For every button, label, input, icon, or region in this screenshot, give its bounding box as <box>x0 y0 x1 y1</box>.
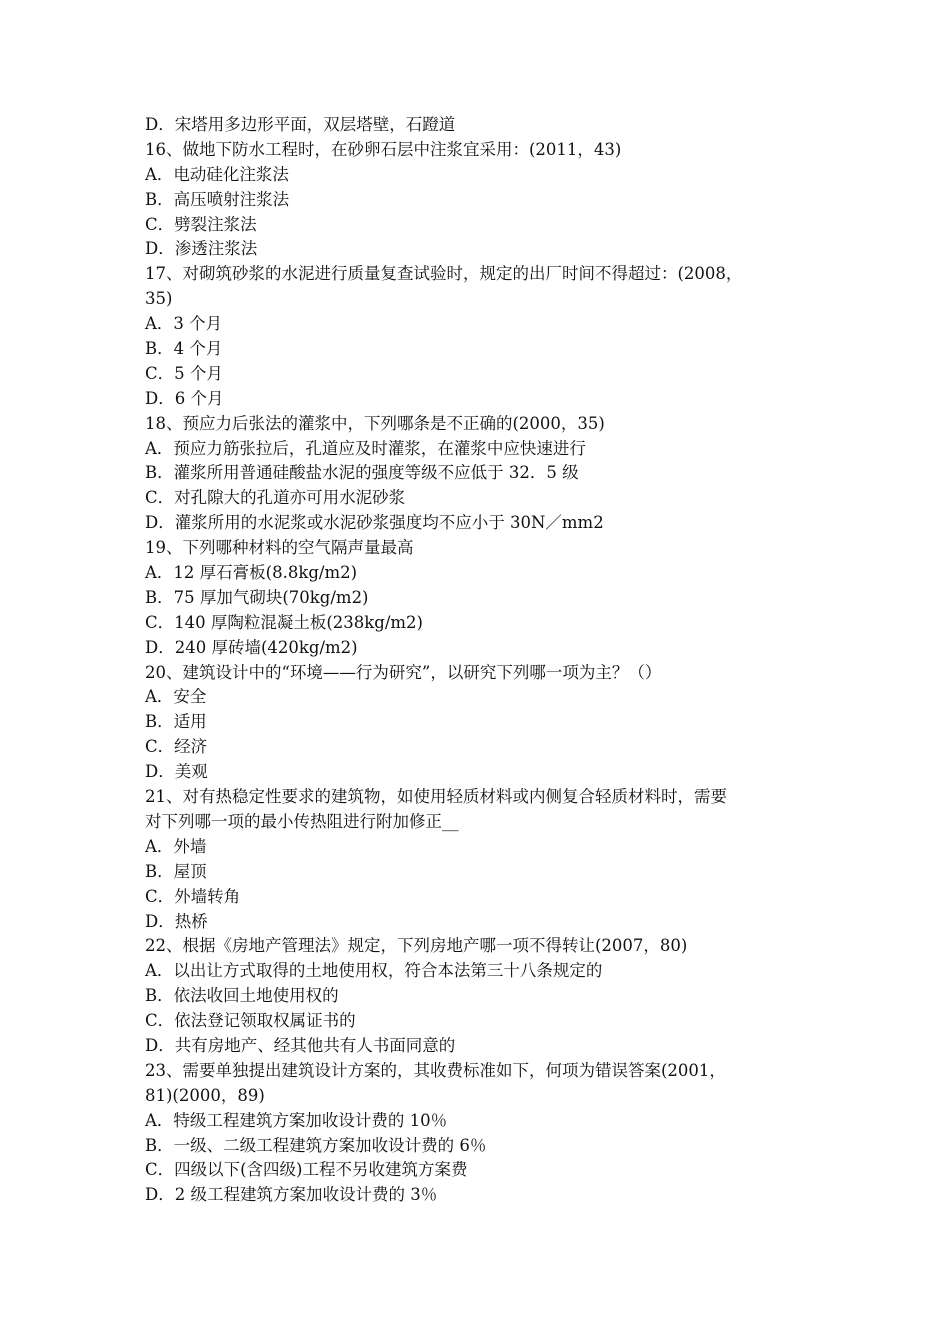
text-line: D．宋塔用多边形平面，双层塔壁，石蹬道 <box>145 115 456 134</box>
option-c: C．140 厚陶粒混凝土板(238kg/m2) <box>145 612 423 632</box>
option-a: A．3 个月 <box>145 314 223 334</box>
question-21-cont: 对下列哪一项的最小传热阻进行附加修正__ <box>145 811 459 831</box>
option-d: D．240 厚砖墙(420kg/m2) <box>145 637 358 657</box>
option-c: C．外墙转角 <box>145 886 241 906</box>
option-c: C．对孔隙大的孔道亦可用水泥砂浆 <box>145 488 406 508</box>
option-d: D．热桥 <box>145 911 208 931</box>
option-a: A．电动硅化注浆法 <box>145 164 289 184</box>
option-d: D．灌浆所用的水泥浆或水泥砂浆强度均不应小于 30N／mm2 <box>145 513 604 533</box>
question-16: 16、做地下防水工程时，在砂卵石层中注浆宜采用：(2011，43) <box>145 139 622 159</box>
document-page <box>145 113 810 1208</box>
option-c: C．劈裂注浆法 <box>145 214 257 234</box>
option-d: D．渗透注浆法 <box>145 239 258 259</box>
option-a: A．以出让方式取得的土地使用权，符合本法第三十八条规定的 <box>145 961 603 981</box>
option-b: B．依法收回土地使用权的 <box>145 986 339 1006</box>
question-17-cont: 35) <box>145 289 173 309</box>
option-a: A．预应力筋张拉后，孔道应及时灌浆，在灌浆中应快速进行 <box>145 438 586 458</box>
question-23: 23、需要单独提出建筑设计方案的，其收费标准如下，何项为错误答案(2001， <box>145 1060 726 1080</box>
option-b: B．75 厚加气砌块(70kg/m2) <box>145 587 369 607</box>
option-a: A．特级工程建筑方案加收设计费的 10％ <box>145 1110 448 1130</box>
option-a: A．安全 <box>145 687 207 707</box>
option-b: B．适用 <box>145 712 207 732</box>
option-b: B．屋顶 <box>145 861 207 881</box>
option-d: D．6 个月 <box>145 388 224 408</box>
option-b: B．一级、二级工程建筑方案加收设计费的 6％ <box>145 1135 487 1155</box>
question-17: 17、对砌筑砂浆的水泥进行质量复查试验时，规定的出厂时间不得超过：(2008， <box>145 264 743 284</box>
question-21: 21、对有热稳定性要求的建筑物，如使用轻质材料或内侧复合轻质材料时，需要 <box>145 787 727 807</box>
option-a: A．外墙 <box>145 836 207 856</box>
option-a: A．12 厚石膏板(8.8kg/m2) <box>145 563 358 583</box>
option-d: D．2 级工程建筑方案加收设计费的 3％ <box>145 1185 438 1205</box>
option-b: B．灌浆所用普通硅酸盐水泥的强度等级不应低于 32．5 级 <box>145 463 579 483</box>
option-c: C．经济 <box>145 737 208 757</box>
question-20: 20、建筑设计中的“环境——行为研究”，以研究下列哪一项为主？（） <box>145 662 662 682</box>
option-c: C．四级以下(含四级)工程不另收建筑方案费 <box>145 1160 468 1180</box>
option-d: D．美观 <box>145 762 208 782</box>
option-c: C．5 个月 <box>145 363 223 383</box>
question-23-cont: 81)(2000，89) <box>145 1085 265 1105</box>
option-b: B．4 个月 <box>145 339 223 359</box>
option-c: C．依法登记领取权属证书的 <box>145 1011 356 1031</box>
option-b: B．高压喷射注浆法 <box>145 189 290 209</box>
question-19: 19、下列哪种材料的空气隔声量最高 <box>145 538 414 558</box>
question-18: 18、预应力后张法的灌浆中，下列哪条是不正确的(2000，35) <box>145 413 605 433</box>
question-22: 22、根据《房地产管理法》规定，下列房地产哪一项不得转让(2007，80) <box>145 936 688 956</box>
option-d: D．共有房地产、经其他共有人书面同意的 <box>145 1035 456 1055</box>
